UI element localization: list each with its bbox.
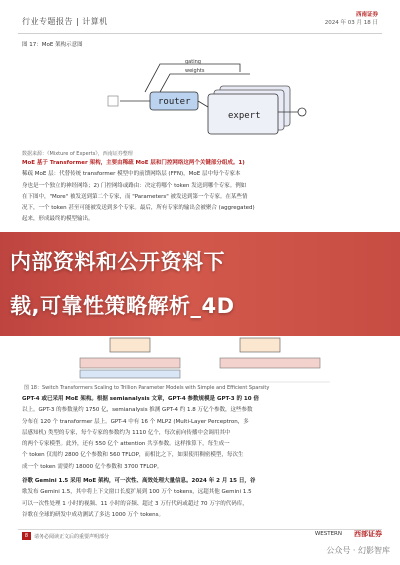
sum-node [298, 108, 306, 116]
para1-line-5: 况下，一个 token 甚至可能被发送到多个专家。最后，所有专家的输出会被聚合 (aggregated) [22, 205, 255, 212]
router-box-1 [110, 338, 150, 352]
header-right-date: 2024 年 03 月 18 日 [324, 20, 378, 26]
para2-line-7: 成一个 token 需要约 18000 亿个参数和 3700 TFLOP。 [22, 463, 163, 470]
para2-line-6: 个 token 仅需约 2800 亿个参数和 560 TFLOP，而相比之下，如果使用稠密模型，每次生 [22, 452, 244, 459]
figure2-caption: 图 18：Switch Transformers Scaling to Trillion Parameter Models with Simple and Efficient Sparsity [24, 385, 270, 391]
para1-line-4: 在下图中，"More" 被发送到第二个专家，而 "Parameters" 被发送到第一个专家。在某些情 [22, 193, 248, 200]
moe-diagram [100, 52, 310, 142]
figure1-caption: 图 17：MoE 架构示意图 [22, 42, 83, 48]
header-right [325, 11, 378, 27]
para1-line-6: 起来，形成最终的模型输出。 [22, 216, 94, 223]
router-box-2 [240, 338, 280, 352]
figure1-source: 数据来源：《Mixture of Experts》，西南证券整理 [22, 151, 133, 157]
para2-line-5: 的两个专家模型。此外，还有 550 亿个 attention 共享参数。这样推算下，每生成一 [22, 441, 230, 448]
self-attention-box [80, 370, 180, 378]
footer-logo-sub: WESTERN [314, 531, 342, 537]
para2 [22, 394, 378, 473]
expert-label: expert [228, 111, 261, 121]
input-token [108, 96, 118, 106]
para2-line-4: 层感知机) 类型的专家，每个专家的参数约为 1110 亿个，每次前向传播中会调用其中 [22, 429, 231, 436]
para2-line-1: GPT-4 或已采用 MoE 架构。根据 semianalysis 文章，GPT-4 参数规模是 GPT-3 的 10 倍 [22, 396, 259, 402]
header-right-brand: 西南证券 [355, 12, 378, 18]
para3-line-1: 谷歌 Gemini 1.5 采用 MoE 架构，可一次性、高效处理大量信息。2024 年 2 月 15 日，谷 [22, 478, 256, 484]
header-left: 行业专题报告 | 计算机 [22, 17, 108, 26]
switch-transformer-diagram [70, 336, 330, 386]
add-norm-box-1 [80, 358, 180, 368]
watermark: 公众号 · 幻影智库 [326, 546, 390, 555]
para1-line-3: 身也是一个独立的神经网络；2) 门控网络或路由：决定将哪个 token 发送到哪个专家。例如 [22, 182, 247, 189]
banner-line-1: 内部资料和公开资料下 [10, 250, 225, 274]
add-norm-box-2 [220, 358, 320, 368]
para3 [22, 476, 378, 521]
footer-text: 请务必阅读正文后的重要声明部分 [34, 534, 110, 540]
weights-label: weights [185, 68, 205, 74]
para3-line-4: 谷歌在全球的研发中成功测试了多达 1000 万个 tokens。 [22, 511, 164, 518]
para2-line-3: 分布在 120 个 transformer 层上。GPT-4 中有 16 个 MLP2 (Multi-Layer Perceptron，多 [22, 418, 249, 425]
para3-line-3: 可以一次性处理 1 小时的视频、11 小时的音频、超过 3 万行代码或超过 70 万字的代码库， [22, 500, 248, 507]
para1 [22, 158, 378, 226]
para1-line-2: 稀疏 MoE 层：代替传统 transformer 模型中的前馈网络层 (FFN)，MoE 层中每个专家本 [22, 171, 241, 178]
gating-label: gating [185, 59, 201, 65]
footer-rule [18, 529, 382, 530]
page-number: 8 [22, 532, 31, 540]
para1-line-1: MoE 基于 Transformer 架构，主要由稀疏 MoE 层和门控网络这两个关键部分组成。1) [22, 160, 245, 166]
banner-line-2: 载,可靠性策略解析_4D [10, 294, 235, 318]
header-rule [18, 33, 382, 34]
para3-line-2: 歌发布 Gemini 1.5，其中将上下文窗口长度扩展到 100 万个 tokens，远超其他 Gemini 1.5 [22, 489, 252, 496]
router-label: router [158, 97, 191, 107]
footer-logo: 西部证券 [354, 530, 382, 538]
para2-line-2: 以上。GPT-3 的参数量约 1750 亿，semianalysis 推测 GPT-4 约 1.8 万亿个参数，这些参数 [22, 407, 253, 414]
